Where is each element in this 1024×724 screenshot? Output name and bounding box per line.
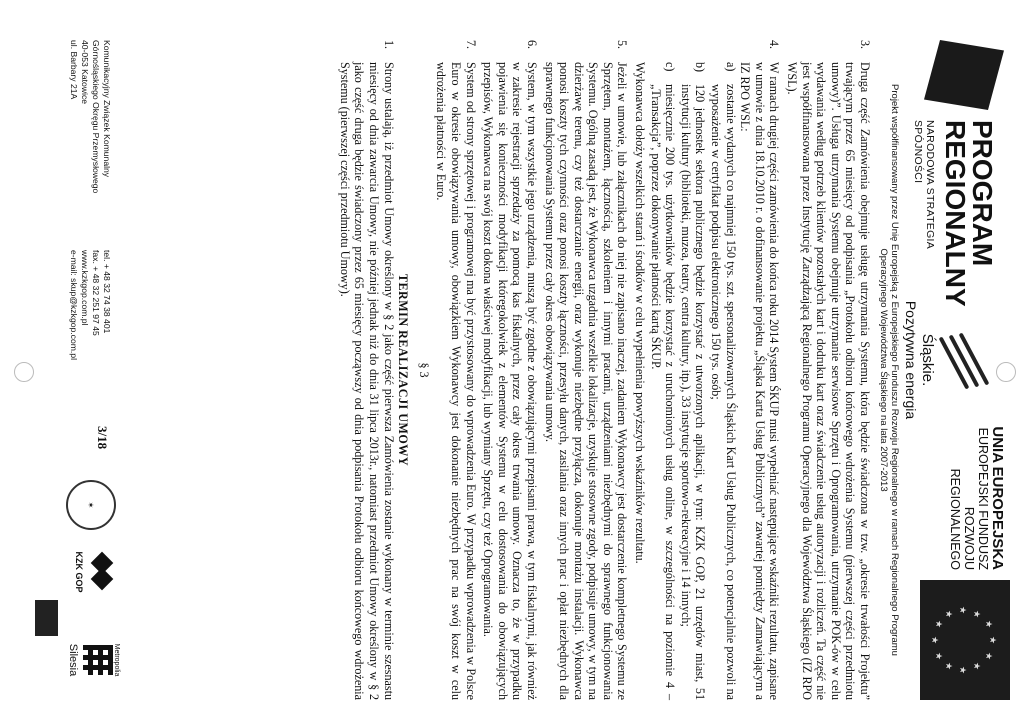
small-partner-logo-icon [35,600,58,636]
eu-text: UNIA EUROPEJSKA EUROPEJSKI FUNDUSZ ROZWOJU REGIONALNEGO [948,426,1006,570]
eu-flag-icon: ★ ★ ★ ★ ★ ★ ★ ★ ★ ★ ★ ★ [920,580,1010,700]
kzk-diamond-icon [86,553,118,591]
list-item-4b: b) 120 jednostek sektora publicznego będzie korzystać z utworzonych aplikacji, w tym: KZK GOP, 21 urzędów miast, 51 instytucji kultury (biblioteki, muzea, teatry, centra kultury, itp.), 33 instytucje sportowo-rekreacyjne i 14 innych; [678,62,708,700]
list-item-4a: a) zostanie wydanych co najmniej 150 tys. szt. spersonalizowanych Śląskich Kart Usług Publicznych, co potencjalnie pozwoli na wyposażenie w certyfikat podpisu elektronicznego 150 tys. osób; [709,62,738,700]
scan-hole-icon [996,362,1016,382]
slaskie-logo [904,300,984,420]
silesia-pixel-icon [83,645,113,675]
region-tagline: Pozytywna energia [903,300,919,420]
region-name: Śląskie. [919,333,936,387]
footer-contact: tel. + 48 32 74 38 401 fax. + 48 32 251 97 45 www.kzkgop.com.pl e-mail: skup@kzkgop.com.pl [69,250,112,360]
metropolia-silesia-logo: Metropolia Silesia [67,643,120,677]
program-regionalny-logo [904,40,1014,307]
footer-address: Komunikacyjny Związek Komunalny Górnośląskiego Okręgu Przemysłowego 40-053 Katowice ul. Barbary 21A [69,40,112,194]
kzk-gop-logo: KZK GOP [66,550,118,594]
paragraph-7: 7. System od strony sprzętowej i programowej ma być przystosowany do wprowadzenia Euro. W przypadku wprowadzenia w Polsce Euro w okresie obowiązywania umowy, obowiązkiem Wykonawcy jest dokonanie niezbędnych prac na swój koszt w celu wdrożenia płatności w Euro. [434,40,478,700]
paragraph-6: 6. System, w tym wszystkie jego urządzenia, muszą być zgodne z obowiązującymi przepisami prawa, w tym fiskalnymi, jak również w zakresie rejestracji sprzedaży za pomocą kas fiskalnych, przez cały okres trwania umowy. Oznacza to, że w przypadku pojawienia się konieczności modyfikacji któregokolwiek z elementów Systemu w celu dostosowania do obowiązujących przepisów, Wykonawca na swój koszt dokona właściwej modyfikacji, lub wymiany Sprzętu, czy też Oprogramowania. [481,40,539,700]
slaskie-wave-icon [940,330,984,390]
program-flag-icon [924,40,1004,110]
document-body [334,40,872,700]
program-title: PROGRAM REGIONALNY [940,120,998,307]
list-item-4c: c) miesięcznie 200 tys. użytkowników będzie korzystać z uruchomionych usług online, w szczególności na poziomie 4 – „Transakcja”, poprzez dokonywanie płatności kartą ŚKUP. [648,62,678,700]
project-cofinancing-note: Projekt współfinansowany przez Unię Europejską z Europejskiego Funduszu Rozwoju Regionalnego w ramach Regionalnego Programu Operacyjnego Województwa Śląskiego na lata 2007-2013 [878,84,900,656]
eu-logo [900,420,1010,710]
scan-hole-icon [14,362,34,382]
page-number: 3/18 [95,426,110,450]
paragraph-4: 4. W ramach drugiej części zamówienia do końca roku 2014 System ŚKUP musi wypełniać następujące wskaźniki rezultatu, zapisane w umowie z dnia 18.10.2010 r. o dofinansowanie projektu „Śląska Karta Usług Publicznych” zawartej pomiędzy Zamawiającym a IZ RPO WSL: a) zostanie wydanych co najmniej 150 tys. szt. spersonalizowanych Śląskich Kart Usług Publicznych, co potencjalnie pozwoli na wyposażenie w certyfikat podpisu elektronicznego 150 tys. osób; b) 120 jednostek sektora publicznego będzie korzystać z utworzonych aplikacji, w tym: KZK GOP, 21 urzędów miast, 51 instytucji kultury (biblioteki, muzea, teatry, centra kultury, itp.), 33 instytucje sportowo-rekreacyjne i 14 innych; c) miesięcznie 200 tys. użytkowników będzie korzystać z uruchomionych usług online, w szczególności na poziomie 4 – „Transakcja”, poprzez dokonywanie płatności kartą ŚKUP. Wykonawca dołoży wszelkich starań i środków w celu wypełnienia powyższych wskaźników rezultatu. [633,40,782,700]
program-subtitle: NARODOWA STRATEGIA SPÓJNOŚCI [912,120,936,249]
section-number: § 3 [416,362,431,378]
section-title: TERMIN REALIZACJI UMOWY [396,273,411,467]
paragraph-4-closing: Wykonawca dołoży wszelkich starań i środków w celu wypełnienia powyższych wskaźników rezultatu. [633,62,648,564]
paragraph-3: 3. Druga część Zamówienia obejmuje usługę utrzymania Systemu, która będzie świadczona w tzw. „okresie trwałości Projektu” trwającym przez 65 miesięcy od podpisania „Protokołu odbioru końcowego wdrożenia Systemu (pierwszej części przedmiotu umowy)”. Usługa utrzymania Systemu obejmuje utrzymanie serwisowe Sprzętu i Oprogramowania, utrzymanie POK-ów w celu wydawania według potrzeb klientów pozostałych kart i dodruku kart oraz świadczenie usług autoryzacji i rozliczeń. Ta część nie jest współfinansowana przez Instytucję Zarządzającą Regionalnego Programu Operacyjnego dla Województwa Śląskiego (IZ RPO WSL). [785,40,872,700]
paragraph-5: 5. Jeżeli w umowie, lub załącznikach do niej nie zapisano inaczej, zadaniem Wykonawcy jest dostarczenie kompletnego Systemu ze Sprzętem, montażem, łącznością, szkoleniem i innymi pracami, urządzeniami niezbędnymi do sprawnego funkcjonowania Systemu. Ogólną zasadą jest, że Wykonawca uzgadnia wszelkie lokalizacje, uzyskuje stosowne zgody, podpisuje umowy, w tym na dzierżawę terenu, czy też dostarczanie energii, oraz wykonuje niezbędne przyłącza, dokonuje montażu instalacji. Wykonawca ponosi koszty tych czynności oraz ponosi koszty łączności, przesyłu danych, zasilania oraz innych prac i opłat niezbędnych dla sprawnego funkcjonowania Systemu przez cały okres obowiązywania umowy. [542,40,630,700]
section-3-paragraph-1: 1. Strony ustalają, iż przedmiot Umowy określony w § 2 jako część pierwsza Zamówienia zostanie wykonany w terminie szesnastu miesięcy od dnia zawarcia Umowy, nie później jednak niż do dnia 31 lipca 2013r., natomiast przedmiot Umowy określony w § 2 jako część druga będzie świadczony przez 65 miesięcy począwszy od dnia podpisania Protokołu odbioru końcowego wdrożenia Systemu (pierwszej części przedmiotu Umowy). [337,40,396,700]
silesia-seal-icon: ✶ [66,480,116,530]
